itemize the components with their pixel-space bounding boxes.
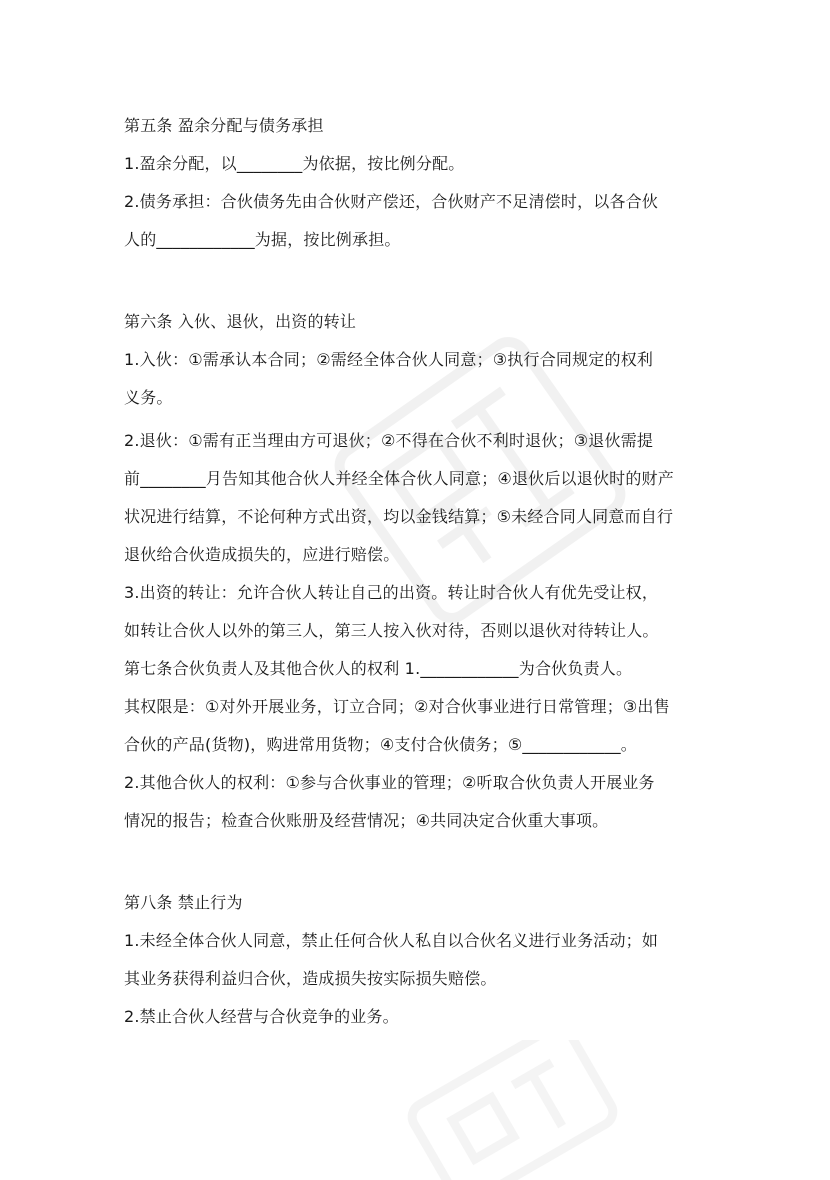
article-8-heading: 第八条 禁止行为 bbox=[124, 893, 243, 912]
article-6-clause-1-line-2: 义务。 bbox=[124, 388, 173, 407]
article-6-clause-3-line-2: 如转让合伙人以外的第三人，第三人按入伙对待，否则以退伙对待转让人。 bbox=[124, 621, 659, 640]
article-8-clause-1-line-2: 其业务获得利益归合伙，造成损失按实际损失赔偿。 bbox=[124, 969, 497, 988]
article-6-clause-2-line-4: 退伙给合伙造成损失的，应进行赔偿。 bbox=[124, 545, 400, 564]
article-5-clause-2-line-1: 2.债务承担：合伙债务先由合伙财产偿还，合伙财产不足清偿时，以各合伙 bbox=[124, 192, 659, 211]
article-7-heading: 第七条合伙负责人及其他合伙人的权利 1.____________为合伙负责人。 bbox=[124, 659, 633, 678]
article-5-clause-2-line-2: 人的____________为据，按比例承担。 bbox=[124, 230, 401, 249]
article-5-heading: 第五条 盈余分配与债务承担 bbox=[124, 116, 324, 135]
article-7-powers-line-2: 合伙的产品(货物)，购进常用货物；④支付合伙债务；⑤____________。 bbox=[124, 735, 637, 754]
article-6-clause-3-line-1: 3.出资的转让：允许合伙人转让自己的出资。转让时合伙人有优先受让权， bbox=[124, 583, 659, 602]
article-7-clause-2-line-1: 2.其他合伙人的权利：①参与合伙事业的管理；②听取合伙负责人开展业务 bbox=[124, 773, 655, 792]
article-5-clause-1: 1.盈余分配，以________为依据，按比例分配。 bbox=[124, 154, 465, 173]
article-8-clause-2: 2.禁止合伙人经营与合伙竞争的业务。 bbox=[124, 1007, 399, 1026]
article-7-clause-2-line-2: 情况的报告；检查合伙账册及经营情况；④共同决定合伙重大事项。 bbox=[124, 811, 609, 830]
article-6-clause-2-line-1: 2.退伙：①需有正当理由方可退伙；②不得在合伙不利时退伙；③退伙需提 bbox=[124, 431, 654, 450]
article-6-heading: 第六条 入伙、退伙，出资的转让 bbox=[124, 312, 357, 331]
article-6-clause-1-line-1: 1.入伙：①需承认本合同；②需经全体合伙人同意；③执行合同规定的权利 bbox=[124, 350, 654, 369]
article-8-clause-1-line-1: 1.未经全体合伙人同意，禁止任何合伙人私自以合伙名义进行业务活动；如 bbox=[124, 931, 659, 950]
watermark-logo-bottom bbox=[360, 1040, 660, 1180]
article-6-clause-2-line-2: 前________月告知其他合伙人并经全体合伙人同意；④退伙后以退伙时的财产 bbox=[124, 469, 674, 488]
article-7-powers-line-1: 其权限是：①对外开展业务，订立合同；②对合伙事业进行日常管理；③出售 bbox=[124, 697, 670, 716]
article-6-clause-2-line-3: 状况进行结算，不论何种方式出资，均以金钱结算；⑤未经合同人同意而自行 bbox=[124, 507, 674, 526]
